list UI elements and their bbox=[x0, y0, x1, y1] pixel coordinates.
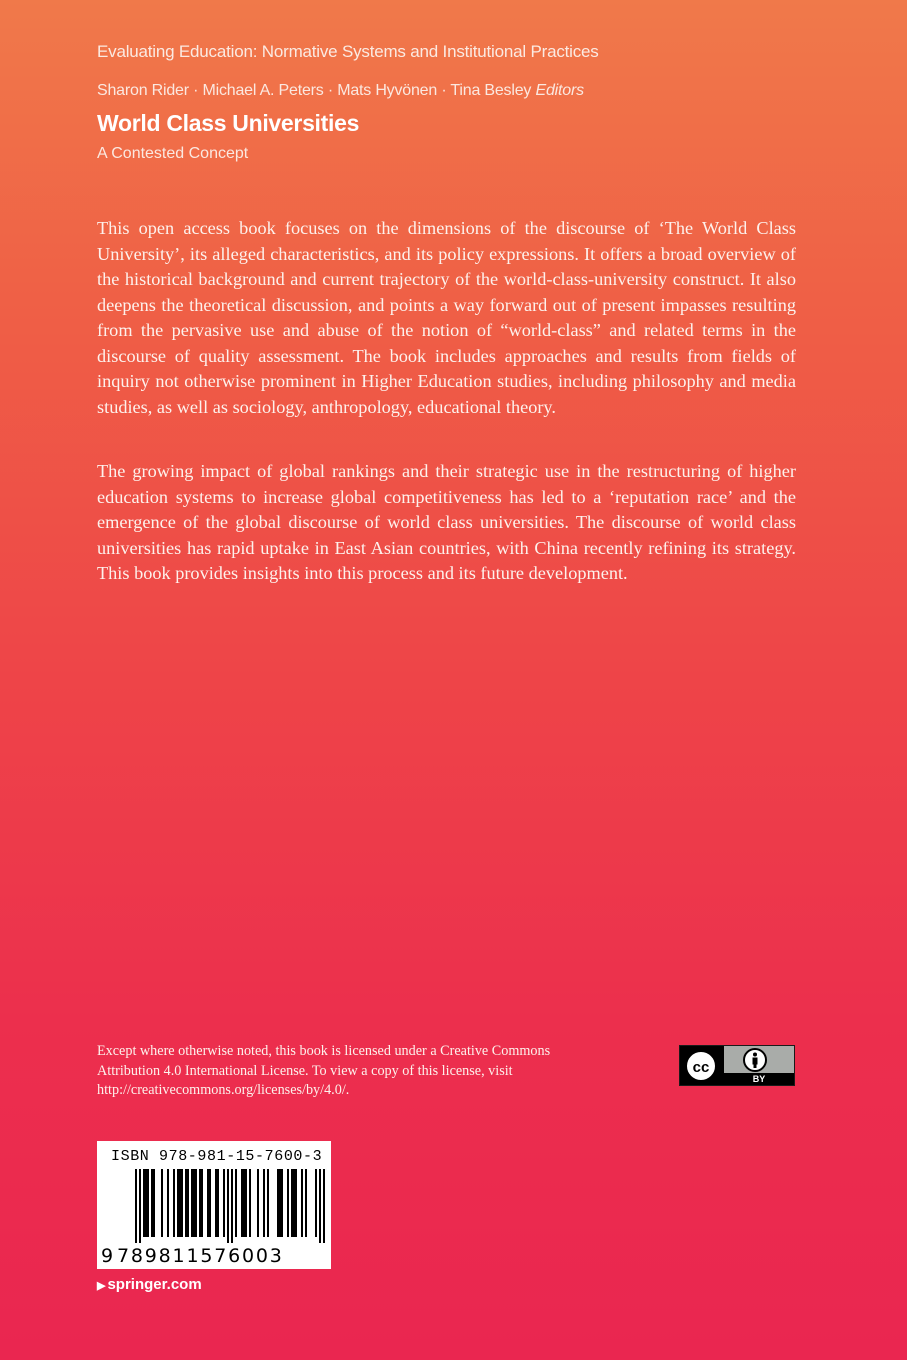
barcode-bar bbox=[235, 1169, 237, 1237]
book-title: World Class Universities bbox=[97, 110, 360, 136]
barcode-bar bbox=[185, 1169, 187, 1237]
publisher-link[interactable] bbox=[97, 1276, 202, 1293]
barcode-bar bbox=[161, 1169, 163, 1237]
barcode-bar bbox=[151, 1169, 153, 1237]
barcode-bar bbox=[277, 1169, 279, 1237]
barcode-bar bbox=[173, 1169, 175, 1237]
isbn-barcode bbox=[97, 1141, 331, 1269]
barcode-bar bbox=[201, 1169, 203, 1237]
cc-icon bbox=[686, 1051, 716, 1081]
barcode-bar bbox=[147, 1169, 149, 1237]
barcode-bar bbox=[195, 1169, 197, 1237]
barcode-bar bbox=[301, 1169, 303, 1237]
barcode-bar bbox=[281, 1169, 283, 1237]
barcode-bar bbox=[143, 1169, 145, 1237]
barcode-bar bbox=[295, 1169, 297, 1237]
barcode-bar bbox=[191, 1169, 193, 1237]
barcode-bar bbox=[323, 1169, 325, 1243]
barcode-bar bbox=[231, 1169, 233, 1243]
barcode-bar bbox=[279, 1169, 281, 1237]
cc-by-badge bbox=[679, 1045, 795, 1086]
barcode-bar bbox=[293, 1169, 295, 1237]
barcode-bar bbox=[241, 1169, 243, 1237]
barcode-bar bbox=[319, 1169, 321, 1243]
barcode-bar bbox=[263, 1169, 265, 1237]
editor-names: Sharon Rider · Michael A. Peters · Mats Hyvönen · Tina Besley bbox=[97, 82, 532, 99]
barcode-bar bbox=[193, 1169, 195, 1237]
barcode-bar bbox=[207, 1169, 209, 1237]
barcode-bar bbox=[291, 1169, 293, 1237]
barcode-bar bbox=[139, 1169, 141, 1243]
description-paragraph-2: The growing impact of global rankings and their strategic use in the restructuring of higher education systems to increase global competitiveness has led to a ‘reputation race’ and the emergence of the global discourse of world class universities. The discourse of world class universities has rapid uptake in East Asian countries, with China recently refining its strategy. This book provides insights into this process and its future development. bbox=[97, 461, 796, 583]
barcode-bar bbox=[223, 1169, 225, 1237]
series-title: Evaluating Education: Normative Systems and Institutional Practices bbox=[97, 42, 599, 61]
editors-role: Editors bbox=[535, 82, 584, 99]
barcode-bars bbox=[97, 1169, 331, 1245]
isbn-digits: 789811576003 bbox=[117, 1245, 284, 1267]
barcode-bar bbox=[315, 1169, 317, 1237]
barcode-bar bbox=[217, 1169, 219, 1237]
publisher-url: springer.com bbox=[107, 1276, 202, 1293]
barcode-bar bbox=[153, 1169, 155, 1237]
barcode-bar bbox=[305, 1169, 307, 1237]
book-subtitle: A Contested Concept bbox=[97, 145, 249, 162]
isbn-label: ISBN 978-981-15-7600-3 bbox=[111, 1148, 323, 1165]
barcode-bar bbox=[181, 1169, 183, 1237]
barcode-bar bbox=[199, 1169, 201, 1237]
barcode-bar bbox=[177, 1169, 179, 1237]
barcode-bar bbox=[227, 1169, 229, 1243]
barcode-bar bbox=[257, 1169, 259, 1237]
cc-icon-text: cc bbox=[692, 1059, 710, 1076]
license-notice: Except where otherwise noted, this book is licensed under a Creative Commons Attribution 4.0 International License. To view a copy of this license, visit http://creativecommons.org/licenses/by/4.0/. bbox=[97, 1043, 551, 1098]
by-label: BY bbox=[752, 1074, 766, 1084]
arrow-right-icon: ▶ bbox=[97, 1280, 106, 1292]
barcode-bar bbox=[245, 1169, 247, 1237]
barcode-bar bbox=[215, 1169, 217, 1237]
attribution-person-icon bbox=[744, 1049, 766, 1071]
barcode-bar bbox=[187, 1169, 189, 1237]
barcode-bar bbox=[287, 1169, 289, 1237]
barcode-bar bbox=[167, 1169, 169, 1237]
description-paragraph-1: This open access book focuses on the dimensions of the discourse of ‘The World Class University’, its alleged characteristics, and its policy expressions. It offers a broad overview of the historical background and current trajectory of the world-class-university construct. It also deepens the theoretical discussion, and points a way forward out of present impasses resulting from the pervasive use and abuse of the notion of “world-class” and related terms in the discourse of quality assessment. The book includes approaches and results from fields of inquiry not otherwise prominent in Higher Education studies, including philosophy and media studies, as well as sociology, anthropology, educational theory. bbox=[97, 218, 796, 417]
barcode-bar bbox=[249, 1169, 251, 1237]
barcode-bar bbox=[145, 1169, 147, 1237]
isbn-first-digit: 9 bbox=[101, 1245, 114, 1267]
barcode-bar bbox=[267, 1169, 269, 1237]
barcode-bar bbox=[209, 1169, 211, 1237]
editors-line bbox=[97, 82, 584, 100]
barcode-bar bbox=[135, 1169, 137, 1243]
barcode-bar bbox=[179, 1169, 181, 1237]
barcode-bar bbox=[243, 1169, 245, 1237]
